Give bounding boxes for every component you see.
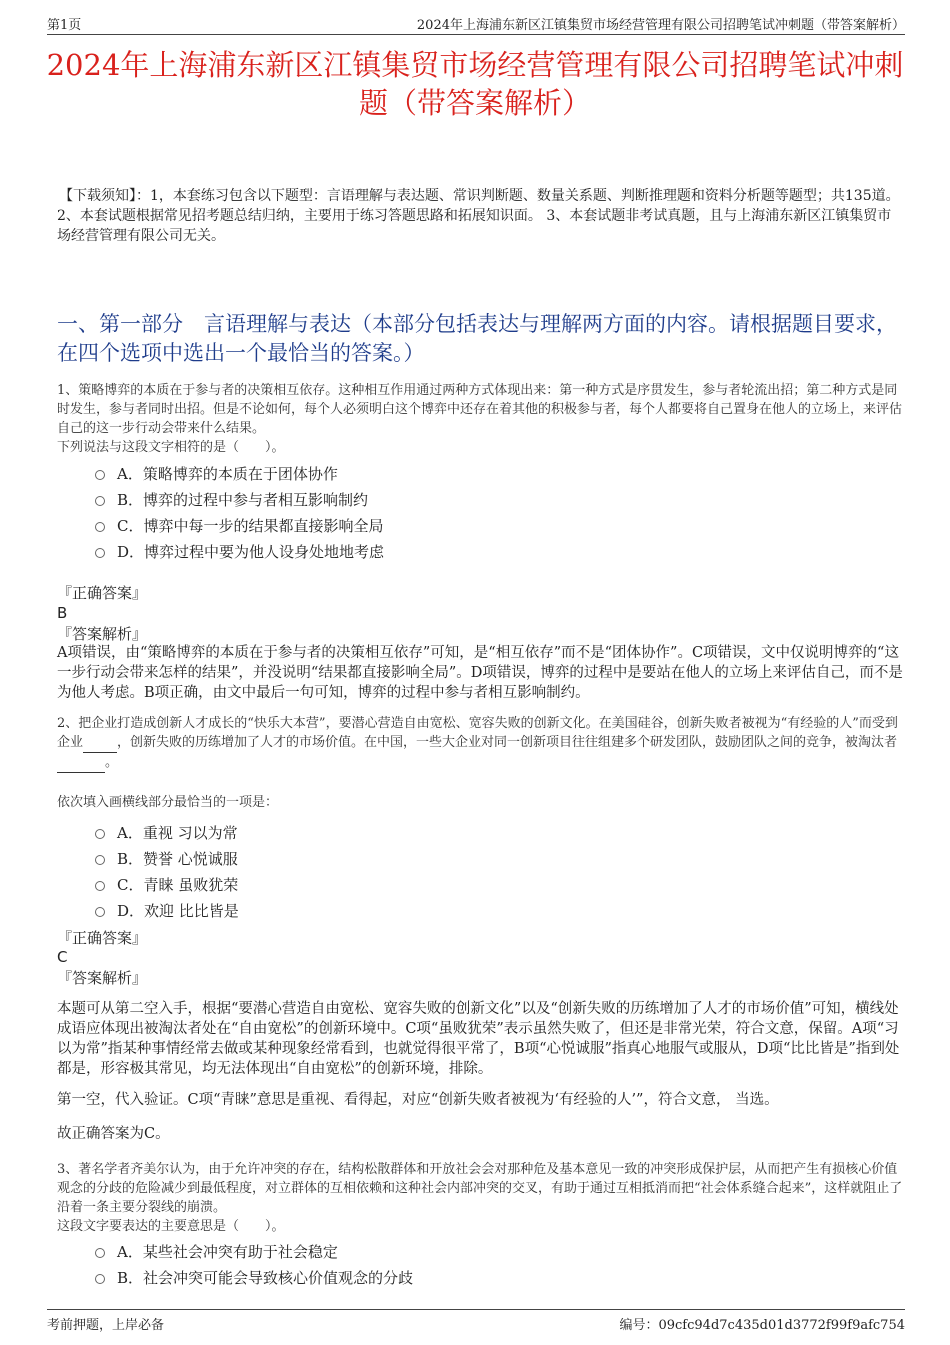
footer-slogan: 考前押题，上岸必备 xyxy=(47,1318,165,1333)
answer-label: 『正确答案』 xyxy=(57,584,148,602)
document-title: 2024年上海浦东新区江镇集贸市场经营管理有限公司招聘笔试冲刺题（带答案解析） xyxy=(46,48,904,120)
option-a[interactable]: A．重视 习以为常 xyxy=(95,820,239,846)
radio-icon[interactable] xyxy=(95,1274,105,1284)
analysis-conclusion: 故正确答案为C。 xyxy=(57,1126,170,1142)
option-b[interactable]: B．社会冲突可能会导致核心价值观念的分歧 xyxy=(95,1265,413,1291)
analysis-label: 『答案解析』 xyxy=(57,969,148,987)
radio-icon[interactable] xyxy=(95,470,105,480)
answer-value: C xyxy=(57,948,68,966)
question-2-options xyxy=(95,820,239,924)
option-d[interactable]: D．博弈过程中要为他人设身处地地考虑 xyxy=(95,539,384,565)
option-a[interactable]: A．某些社会冲突有助于社会稳定 xyxy=(95,1239,413,1265)
page-footer xyxy=(47,1309,905,1333)
option-b[interactable]: B．赞誉 心悦诚服 xyxy=(95,846,239,872)
question-stem: 3、著名学者齐美尔认为，由于允许冲突的存在，结构松散群体和开放社会会对那种危及基本意见一致的冲突形成保护层，从而把产生有损核心价值观念的分歧的危险减少到最低程度，对立群体的互相依赖和这种社会内部冲突的交叉，有助于通过互相抵消而把“社会体系缝合起来”，这样就阻止了沿着一条主要分裂线的崩溃。 xyxy=(57,1162,903,1215)
question-3 xyxy=(57,1160,905,1236)
fill-blank-1 xyxy=(83,733,117,753)
page-number: 第1页 xyxy=(47,18,82,33)
radio-icon[interactable] xyxy=(95,522,105,532)
section-heading: 一、第一部分 言语理解与表达（本部分包括表达与理解两方面的内容。请根据题目要求，在四个选项中选出一个最恰当的答案。） xyxy=(57,312,897,365)
radio-icon[interactable] xyxy=(95,907,105,917)
option-c[interactable]: C．博弈中每一步的结果都直接影响全局 xyxy=(95,513,384,539)
question-3-options xyxy=(95,1239,413,1291)
radio-icon[interactable] xyxy=(95,496,105,506)
question-ask: 下列说法与这段文字相符的是（ ）。 xyxy=(57,440,285,455)
option-d[interactable]: D．欢迎 比比皆是 xyxy=(95,898,239,924)
question-stem: 1、策略博弈的本质在于参与者的决策相互依存。这种相互作用通过两种方式体现出来：第一种方式是序贯发生，参与者轮流出招；第二种方式是同时发生，参与者同时出招。但是不论如何，每个人必须明白这个博弈中还存在着其他的积极参与者，每个人都要将自己置身在他人的立场上，来评估自己的这一步行动会带来什么结果。 xyxy=(57,383,903,436)
question-stem: 2、把企业打造成创新人才成长的“快乐大本营”，要潜心营造自由宽松、宽容失败的创新文化。在美国硅谷，创新失败者被视为“有经验的人”而受到企业 ，创新失败的历练增加了人才的市场价值。在中国，一些大企业对同一创新项目往往组建多个研发团队，鼓励团队之间的竞争，被淘汰者 。 xyxy=(57,714,905,773)
radio-icon[interactable] xyxy=(95,548,105,558)
option-a[interactable]: A．策略博弈的本质在于团体协作 xyxy=(95,461,384,487)
page-header xyxy=(47,12,905,35)
analysis-label: 『答案解析』 xyxy=(57,625,148,643)
radio-icon[interactable] xyxy=(95,829,105,839)
radio-icon[interactable] xyxy=(95,1248,105,1258)
question-1-options xyxy=(95,461,384,565)
download-notice: 【下载须知】：1，本套练习包含以下题型：言语理解与表达题、常识判断题、数量关系题、判断推理题和资料分析题等题型；共135道。 2、本套试题根据常见招考题总结归纳，主要用于练习答题思路和拓展知识面。 3、本套试题非考试真题，且与上海浦东新区江镇集贸市场经营管理有限公司无关。 xyxy=(57,188,900,244)
header-doc-title: 2024年上海浦东新区江镇集贸市场经营管理有限公司招聘笔试冲刺题（带答案解析） xyxy=(416,18,905,33)
footer-doc-id: 编号：09cfc94d7c435d01d3772f99f9afc754 xyxy=(619,1318,905,1333)
fill-blank-2 xyxy=(57,753,105,773)
question-ask: 这段文字要表达的主要意思是（ ）。 xyxy=(57,1219,285,1234)
question-1 xyxy=(57,381,905,457)
analysis-text: A项错误，由“策略博弈的本质在于参与者的决策相互依存”可知，是“相互依存”而不是“团体协作”。C项错误，文中仅说明博弈的“这一步行动会带来怎样的结果”，并没说明“结果都直接影响全局”。D项错误，博弈的过程中是要站在他人的立场上来评估自己，而不是为他人考虑。B项正确，由文中最后一句可知，博弈的过程中参与者相互影响制约。 xyxy=(57,645,903,701)
question-2 xyxy=(57,714,905,812)
question-ask: 依次填入画横线部分最恰当的一项是： xyxy=(57,795,279,810)
analysis-text: 第一空，代入验证。C项“青睐”意思是重视、看得起，对应“创新失败者被视为‘有经验的人’”，符合文意， 当选。 xyxy=(57,1092,779,1108)
radio-icon[interactable] xyxy=(95,881,105,891)
option-c[interactable]: C．青睐 虽败犹荣 xyxy=(95,872,239,898)
analysis-text: 本题可从第二空入手，根据“要潜心营造自由宽松、宽容失败的创新文化”以及“创新失败的历练增加了人才的市场价值”可知，横线处成语应体现出被淘汰者处在“自由宽松”的创新环境中。C项“虽败犹荣”表示虽然失败了，但还是非常光荣，符合文意，保留。A项“习以为常”指某种事情经常去做或某种现象经常看到，也就觉得很平常了，B项“心悦诚服”指真心地服气或服从，D项“比比皆是”指到处都是，形容极其常见，均无法体现出“自由宽松”的创新环境，排除。 xyxy=(57,1001,900,1077)
option-b[interactable]: B．博弈的过程中参与者相互影响制约 xyxy=(95,487,384,513)
radio-icon[interactable] xyxy=(95,855,105,865)
answer-value: B xyxy=(57,604,68,622)
answer-label: 『正确答案』 xyxy=(57,929,148,947)
